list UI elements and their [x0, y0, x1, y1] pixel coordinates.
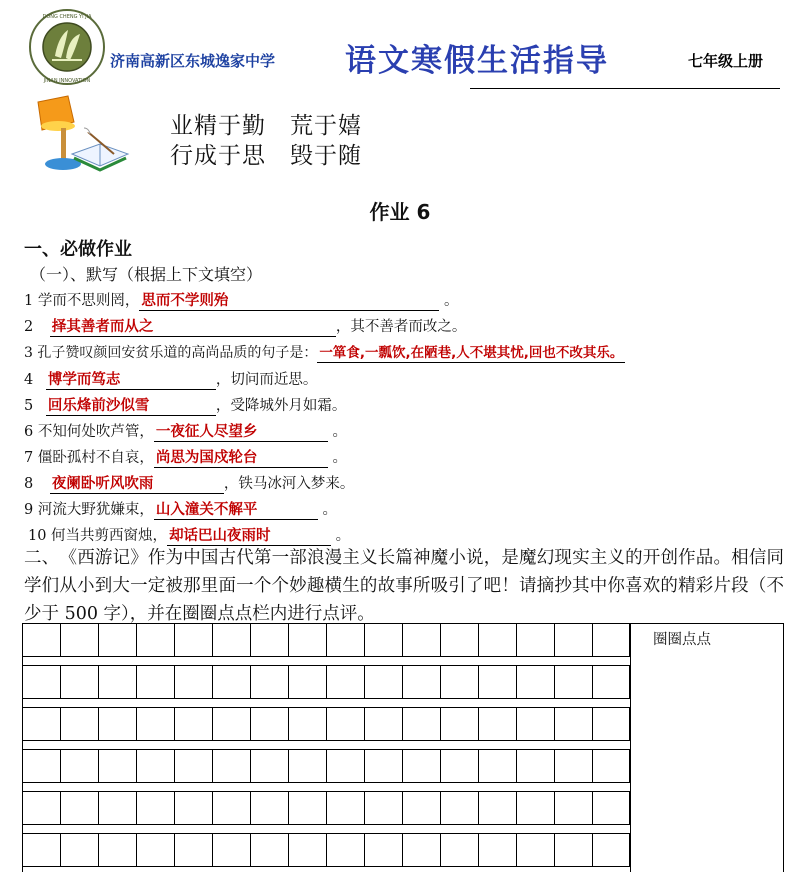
answer-blank[interactable]: 回乐烽前沙似雪	[46, 397, 216, 416]
grid-cell[interactable]	[251, 792, 289, 825]
grid-cell[interactable]	[61, 666, 99, 699]
grid-cell[interactable]	[403, 750, 441, 783]
grid-cell[interactable]	[61, 834, 99, 867]
grid-cell[interactable]	[479, 792, 517, 825]
grid-cell[interactable]	[61, 750, 99, 783]
grid-cell[interactable]	[289, 792, 327, 825]
question-4	[24, 368, 317, 390]
grid-row-gap	[23, 782, 630, 792]
grid-cell[interactable]	[517, 834, 555, 867]
school-name: 济南高新区东城逸家中学	[110, 52, 276, 70]
question-text: 。	[322, 502, 337, 518]
grid-row-gap	[23, 656, 630, 666]
grid-cell[interactable]	[517, 624, 555, 657]
grid-row-gap	[23, 824, 630, 834]
subsection-heading: （一）、默写（根据上下文填空）	[30, 265, 263, 284]
grid-cell[interactable]	[365, 792, 403, 825]
grid-cell[interactable]	[403, 792, 441, 825]
comment-column-label: 圈圈点点	[653, 632, 711, 648]
grid-cell[interactable]	[213, 708, 251, 741]
grid-row	[23, 666, 630, 698]
grid-cell[interactable]	[441, 750, 479, 783]
grid-cell[interactable]	[479, 834, 517, 867]
grid-cell[interactable]	[441, 624, 479, 657]
question-2	[24, 315, 466, 337]
grid-row-gap	[23, 740, 630, 750]
grid-cell[interactable]	[403, 708, 441, 741]
question-text: 1 学而不思则罔，	[24, 293, 140, 309]
grid-cell[interactable]	[61, 624, 99, 657]
grid-cell[interactable]	[23, 792, 61, 825]
grid-cell[interactable]	[137, 666, 175, 699]
grid-cell[interactable]	[555, 708, 593, 741]
grid-cell[interactable]	[23, 750, 61, 783]
grid-cell[interactable]	[365, 708, 403, 741]
grid-cell[interactable]	[479, 666, 517, 699]
grid-cell[interactable]	[555, 666, 593, 699]
grid-cell[interactable]	[61, 708, 99, 741]
grid-cell[interactable]	[251, 834, 289, 867]
question-text: 8	[24, 476, 38, 492]
question-text: ，受降城外月如霜。	[215, 398, 347, 414]
answer-blank[interactable]: 夜阑卧听风吹雨	[50, 475, 224, 494]
question-10	[28, 524, 350, 546]
grid-cell[interactable]	[593, 750, 630, 783]
section-heading: 一、必做作业	[24, 239, 132, 260]
grid-cell[interactable]	[517, 666, 555, 699]
grid-row	[23, 834, 630, 866]
question-text: 6 不知何处吹芦管，	[24, 424, 154, 440]
grid-cell[interactable]	[479, 624, 517, 657]
grid-cell[interactable]	[479, 750, 517, 783]
grid-row	[23, 750, 630, 782]
grid-cell[interactable]	[365, 666, 403, 699]
answer-blank[interactable]: 一箪食,一瓢饮,在陋巷,人不堪其忧,回也不改其乐。	[319, 345, 624, 361]
grid-cell[interactable]	[593, 834, 630, 867]
grid-cell[interactable]	[289, 708, 327, 741]
grid-cell[interactable]	[213, 834, 251, 867]
grid-cell[interactable]	[593, 624, 630, 657]
question-text: 。	[332, 450, 347, 466]
grid-cell[interactable]	[517, 708, 555, 741]
grid-cell[interactable]	[441, 792, 479, 825]
question-text: ，铁马冰河入梦来。	[223, 476, 355, 492]
comment-column[interactable]	[630, 624, 783, 872]
grid-cell[interactable]	[213, 624, 251, 657]
svg-text:JINAN INNOVATION: JINAN INNOVATION	[43, 78, 91, 84]
grid-cell[interactable]	[441, 708, 479, 741]
grid-row	[23, 792, 630, 824]
grid-cell[interactable]	[403, 834, 441, 867]
grid-cell[interactable]	[289, 834, 327, 867]
grid-cell[interactable]	[175, 792, 213, 825]
grid-cell[interactable]	[137, 750, 175, 783]
grid-cell[interactable]	[23, 834, 61, 867]
motto-line-2: 行成于思 毁于随	[170, 143, 362, 169]
grid-cell[interactable]	[175, 750, 213, 783]
grid-cell[interactable]	[289, 750, 327, 783]
answer-blank[interactable]: 思而不学则殆	[139, 292, 439, 311]
grid-cell[interactable]	[251, 666, 289, 699]
question-text: ，切问而近思。	[215, 372, 318, 388]
question-text: 。	[443, 293, 459, 309]
motto-line-1: 业精于勤 荒于嬉	[170, 113, 362, 139]
question-6	[24, 420, 347, 442]
answer-blank[interactable]: 博学而笃志	[46, 371, 216, 390]
grid-cell[interactable]	[251, 750, 289, 783]
grid-cell[interactable]	[61, 792, 99, 825]
grid-cell[interactable]	[175, 624, 213, 657]
grid-cell[interactable]	[365, 624, 403, 657]
grid-row	[23, 624, 630, 656]
grid-cell[interactable]	[99, 708, 137, 741]
question-text: 10 何当共剪西窗烛，	[28, 528, 168, 544]
answer-blank[interactable]: 一夜征人尽望乡	[154, 423, 328, 442]
grid-cell[interactable]	[175, 708, 213, 741]
grid-cell[interactable]	[593, 792, 630, 825]
answer-blank[interactable]: 尚思为国戍轮台	[154, 449, 328, 468]
question-text: 2	[24, 319, 38, 335]
grid-cell[interactable]	[365, 834, 403, 867]
question-9	[24, 498, 337, 520]
question-text: 7 僵卧孤村不自哀，	[24, 450, 154, 466]
question-text: 5	[24, 398, 38, 414]
grid-cell[interactable]	[99, 834, 137, 867]
grid-row-gap	[23, 698, 630, 708]
grid-cell[interactable]	[327, 666, 365, 699]
section2-instructions: 二、 《西游记》作为中国古代第一部浪漫主义长篇神魔小说，是魔幻现实主义的开创作品。相信同学们从小到大一定被那里面一个个妙趣横生的故事所吸引了吧！请摘抄其中你喜欢的精彩片段（不少于 500 字），并在圈圈点点栏内进行点评。	[24, 548, 784, 624]
question-5	[24, 394, 346, 416]
grid-cell[interactable]	[327, 708, 365, 741]
grid-cell[interactable]	[365, 750, 403, 783]
grid-row	[23, 708, 630, 740]
writing-grid-frame	[22, 623, 784, 872]
grid-cell[interactable]	[441, 834, 479, 867]
question-3	[24, 342, 625, 363]
grid-cell[interactable]	[213, 750, 251, 783]
grid-cell[interactable]	[213, 666, 251, 699]
grid-cell[interactable]	[99, 792, 137, 825]
homework-title: 作业 6	[369, 200, 431, 224]
grid-cell[interactable]	[213, 792, 251, 825]
school-logo	[28, 8, 106, 86]
question-text: 3 孔子赞叹颜回安贫乐道的高尚品质的句子是：	[24, 345, 318, 361]
grid-cell[interactable]	[327, 834, 365, 867]
answer-blank[interactable]: 择其善者而从之	[50, 318, 336, 337]
question-text: ，其不善者而改之。	[335, 319, 467, 335]
grid-cell[interactable]	[137, 708, 175, 741]
answer-blank[interactable]: 却话巴山夜雨时	[167, 527, 331, 546]
question-text: 4	[24, 372, 38, 388]
svg-text:DONG CHENG YI JIA: DONG CHENG YI JIA	[42, 14, 92, 20]
question-text: 。	[335, 528, 351, 544]
grid-cell[interactable]	[23, 624, 61, 657]
grid-cell[interactable]	[441, 666, 479, 699]
grid-cell[interactable]	[517, 792, 555, 825]
grid-cell[interactable]	[479, 708, 517, 741]
question-1	[24, 289, 458, 311]
grid-cell[interactable]	[137, 792, 175, 825]
question-7	[24, 446, 347, 468]
answer-blank[interactable]: 山入潼关不解平	[154, 501, 318, 520]
grid-cell[interactable]	[327, 792, 365, 825]
grid-cell[interactable]	[327, 624, 365, 657]
grade-label: 七年级上册	[688, 52, 764, 70]
grid-cell[interactable]	[137, 624, 175, 657]
grid-cell[interactable]	[99, 624, 137, 657]
grid-cell[interactable]	[403, 624, 441, 657]
document-title: 语文寒假生活指导	[345, 43, 609, 79]
grid-cell[interactable]	[517, 750, 555, 783]
grid-cell[interactable]	[593, 666, 630, 699]
question-text: 。	[332, 424, 347, 440]
grid-cell[interactable]	[251, 708, 289, 741]
grid-cell[interactable]	[23, 708, 61, 741]
grid-cell[interactable]	[99, 666, 137, 699]
grid-cell[interactable]	[327, 750, 365, 783]
grid-cell[interactable]	[555, 834, 593, 867]
grid-cell[interactable]	[555, 792, 593, 825]
grid-cell[interactable]	[251, 624, 289, 657]
desk-lamp-illustration	[28, 92, 138, 182]
header-divider	[470, 88, 780, 89]
grid-cell[interactable]	[593, 708, 630, 741]
grid-cell[interactable]	[23, 666, 61, 699]
grid-cell[interactable]	[289, 666, 327, 699]
grid-cell[interactable]	[99, 750, 137, 783]
grid-cell[interactable]	[175, 834, 213, 867]
grid-cell[interactable]	[289, 624, 327, 657]
grid-cell[interactable]	[175, 666, 213, 699]
question-text: 9 河流大野犹嫌束，	[24, 502, 154, 518]
question-8	[24, 472, 354, 494]
grid-cell[interactable]	[137, 834, 175, 867]
grid-cell[interactable]	[555, 750, 593, 783]
grid-cell[interactable]	[555, 624, 593, 657]
grid-cell[interactable]	[403, 666, 441, 699]
